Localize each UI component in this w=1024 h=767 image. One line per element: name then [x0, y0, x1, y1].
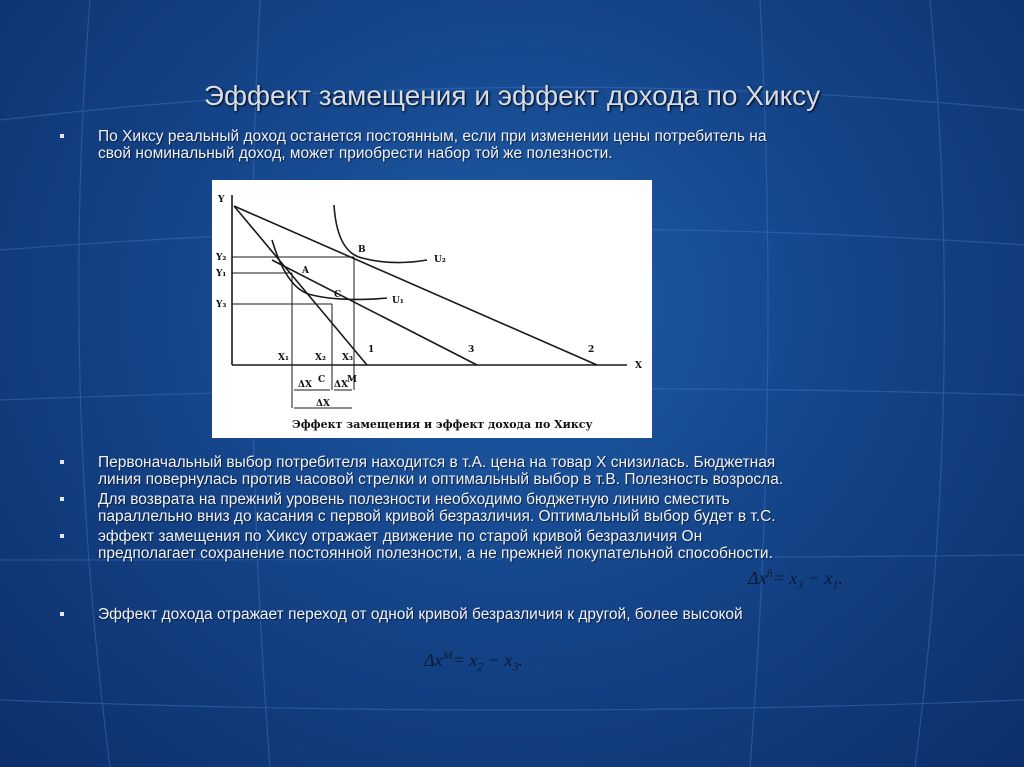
line-label-3: 3 — [468, 345, 475, 355]
point-b: B — [358, 245, 366, 255]
diagram-svg — [212, 180, 652, 438]
delta-c-sup: C — [318, 375, 326, 385]
bullet-text: Эффект дохода отражает переход от одной кривой безразличия к другой, более высокой — [98, 606, 743, 623]
bullet-text: эффект замещения по Хиксу отражает движение по старой кривой безразличия Он предполагает сохранение постоянной полезности, а не прежней покупательной способности. — [98, 528, 773, 562]
point-a: A — [302, 266, 309, 276]
bullet-marker — [60, 134, 64, 138]
bullet-text: Для возврата на прежний уровень полезности необходимо бюджетную линию сместить параллельно вниз до касания с первой кривой безразличия. Оптимальный выбор будет в т.С. — [98, 491, 776, 525]
curve-label-u2: U₂ — [434, 255, 446, 265]
tick-x3: X₃ — [342, 353, 353, 363]
point-c: C — [334, 290, 342, 300]
tick-y2: Y₂ — [216, 253, 227, 263]
delta-x-total: ΔX — [316, 399, 330, 409]
axis-y-label: Y — [218, 195, 225, 205]
bullet-marker — [60, 612, 64, 616]
line-label-1: 1 — [368, 345, 375, 355]
bullet-text: Первоначальный выбор потребителя находится в т.А. цена на товар Х снизилась. Бюджетная линия повернулась против часовой стрелки и оптимальный выбор в т.В. Полезность возросла. — [98, 454, 784, 488]
delta-x-c: ΔX — [298, 380, 312, 390]
bullet-text: По Хиксу реальный доход останется постоянным, если при изменении цены потребитель на свой номинальный доход, может приобрести набор той же полезности. — [98, 128, 767, 162]
slide-title: Эффект замещения и эффект дохода по Хиксу — [203, 80, 821, 111]
axis-x-label: X — [635, 361, 642, 371]
budget-line-1 — [234, 206, 367, 365]
delta-x-m: ΔX — [334, 380, 348, 390]
bullet-marker — [60, 497, 64, 501]
bullet-marker — [60, 460, 64, 464]
tick-x2: X₂ — [315, 353, 326, 363]
curve-u2 — [334, 205, 427, 263]
bullet-marker — [60, 534, 64, 538]
delta-m-sup: M — [347, 375, 357, 385]
tick-y3: Y₃ — [216, 300, 227, 310]
formula-income: $\Delta x^M= x_2 - x_3$. — [424, 648, 523, 674]
line-label-2: 2 — [588, 345, 595, 355]
formula-substitution: $\Delta x^ñ= x_3 - x_1$. — [748, 566, 843, 592]
budget-line-2 — [234, 206, 597, 365]
figure-caption: Эффект замещения и эффект дохода по Хиксу — [292, 418, 593, 431]
curve-label-u1: U₁ — [392, 296, 404, 306]
tick-x1: X₁ — [278, 353, 289, 363]
hicks-diagram — [212, 180, 652, 438]
tick-y1: Y₁ — [216, 269, 227, 279]
